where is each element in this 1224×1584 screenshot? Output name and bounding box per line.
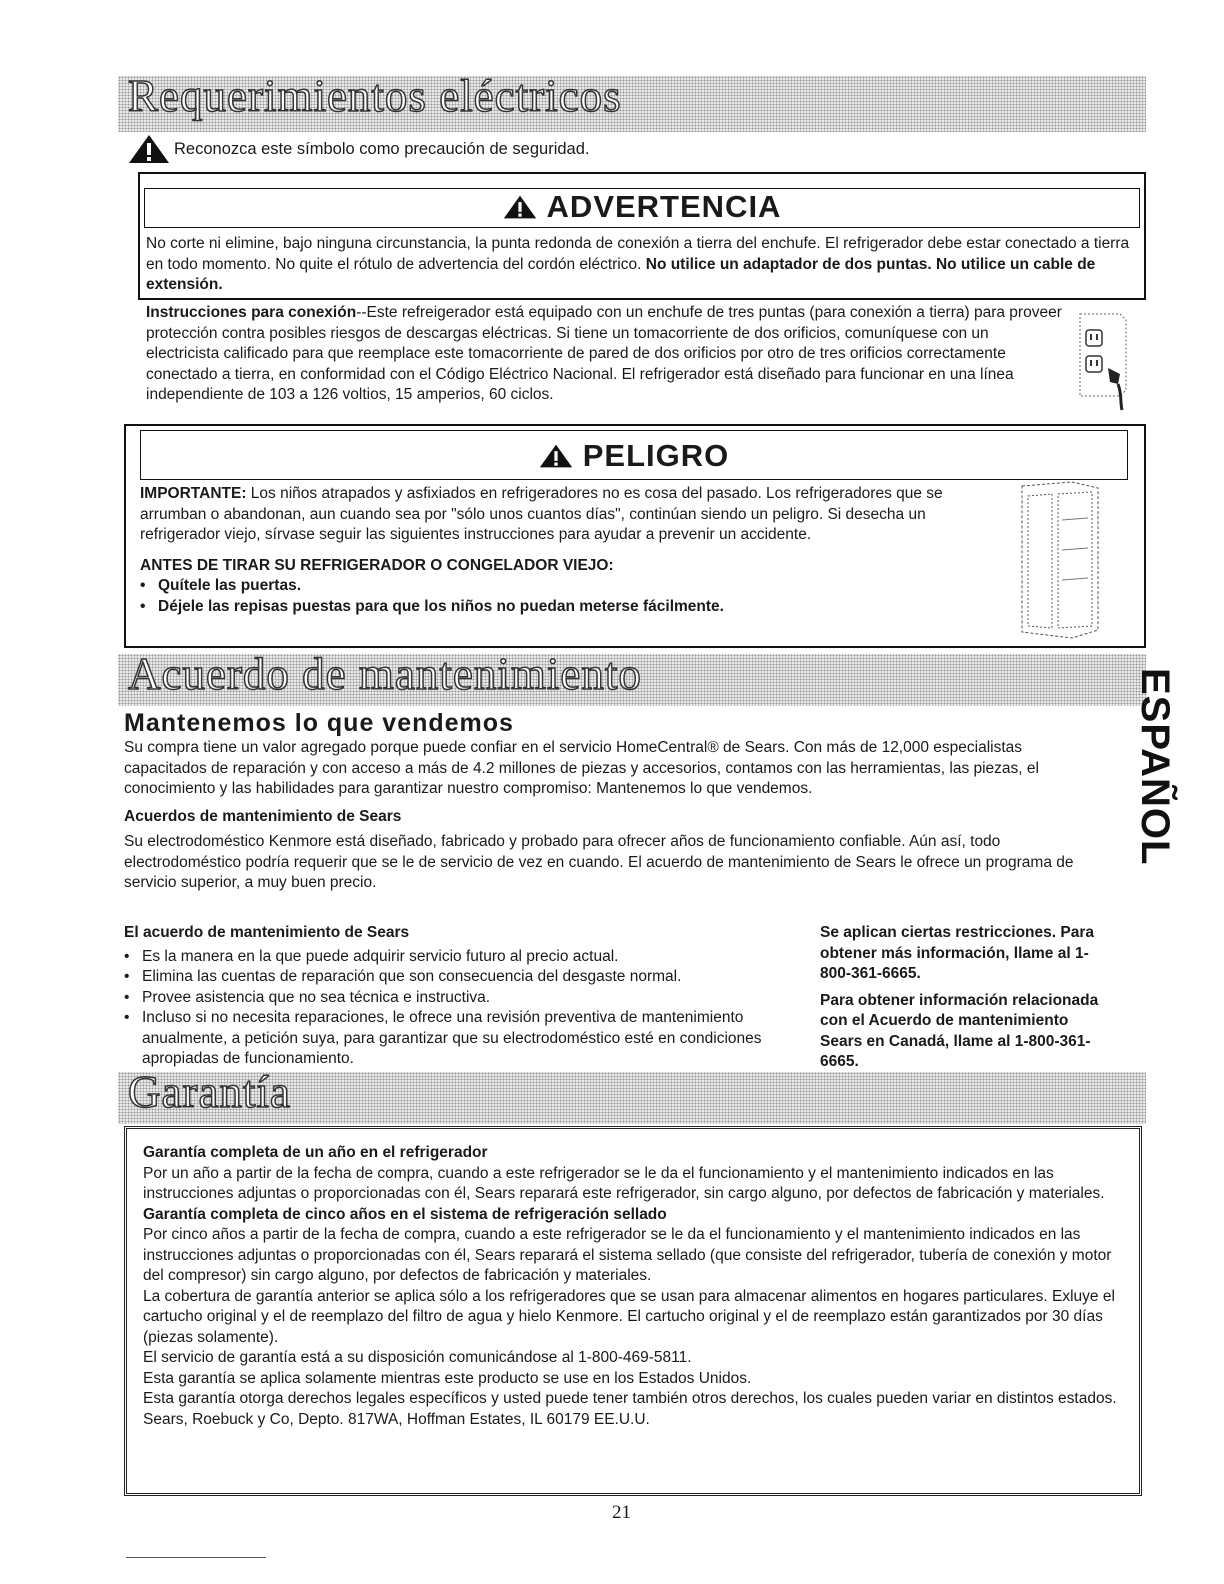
benefits-list bbox=[124, 947, 814, 1070]
warranty-box bbox=[124, 1126, 1142, 1496]
list-item: • Es la manera en la que puede adquirir servicio futuro al precio actual. bbox=[124, 947, 814, 968]
section-banner-electrical bbox=[118, 71, 1146, 132]
warning-header-frame bbox=[144, 188, 1140, 228]
warning-text bbox=[146, 234, 1136, 296]
safety-note bbox=[128, 134, 590, 164]
maintenance-section bbox=[124, 708, 1104, 894]
warning-heading bbox=[145, 187, 1139, 227]
warning-bold: No utilice un adaptador de dos puntas. No utilice un cable de extensión. bbox=[146, 255, 1096, 293]
list-item: • Elimina las cuentas de reparación que son consecuencia del desgaste normal. bbox=[124, 967, 814, 988]
footer-rule bbox=[126, 1557, 266, 1558]
outlet-plug-icon bbox=[1060, 312, 1132, 412]
coverage-text: La cobertura de garantía anterior se aplica sólo a los refrigeradores que se usan para almacenar alimentos en hogares particulares. Exluye el cartucho original y el de reemplazo del filtro de agua y hielo Kenmore. El cartucho original y el de reemplazo están garantizados por 30 días (piezas solamente). bbox=[143, 1287, 1115, 1346]
list-item: • Déjele las repisas puestas para que los niños no puedan meterse fácilmente. bbox=[140, 597, 990, 618]
danger-body bbox=[140, 484, 990, 617]
us-only-text: Esta garantía se aplica solamente mientras este producto se use en los Estados Unidos. bbox=[143, 1369, 752, 1387]
warning-triangle-icon bbox=[539, 442, 573, 470]
contact-info bbox=[820, 923, 1100, 1073]
refrigerator-illustration bbox=[1002, 480, 1102, 640]
important-text: Los niños atrapados y asfixiados en refrigeradores no es cosa del pasado. Los refrigeradores que se arrumban o abandonan, aun cuando sea por "sólo unos cuantos días", continúan siendo un peligro. Si desecha un refrigerador viejo, sírvase seguir las siguientes instrucciones para ayudar a prevenir un accidente. bbox=[140, 485, 943, 543]
canada-text: Para obtener información relacionada con el Acuerdo de mantenimiento Sears en Canadá, llame al 1-800-361-6665. bbox=[820, 991, 1099, 1070]
warranty-body bbox=[143, 1143, 1123, 1430]
before-disposal-heading: ANTES DE TIRAR SU REFRIGERADOR O CONGELADOR VIEJO: bbox=[140, 556, 614, 574]
five-year-text: Por cinco años a partir de la fecha de compra, cuando a este refrigerador se le da el funcionamiento y el mantenimiento indicados en las instrucciones adjuntas o proporcionadas con él, Sears reparará el sistema sellado (que consiste del refrigerador, tubería de conexión y motor del compresor) sin cargo alguno, por defectos de fabricación y materiales. bbox=[143, 1226, 1112, 1284]
warning-body: No corte ni elimine, bajo ninguna circunstancia, la punta redonda de conexión a tierra del enchufe. El refrigerador debe estar conectado a tierra en todo momento. No quite el rótulo de advertencia del cordón eléctrico. bbox=[146, 235, 1130, 273]
maintenance-subtitle: Mantenemos lo que vendemos bbox=[124, 709, 514, 737]
danger-heading bbox=[141, 431, 1127, 481]
agreement-heading: El acuerdo de mantenimiento de Sears bbox=[124, 924, 410, 941]
section-title: Requerimientos eléctricos bbox=[128, 71, 622, 121]
list-item: • Provee asistencia que no sea técnica e instructiva. bbox=[124, 988, 814, 1009]
page-number: 21 bbox=[612, 1502, 631, 1523]
section-title: Acuerdo de mantenimiento bbox=[128, 649, 642, 699]
section-banner-warranty bbox=[118, 1067, 1146, 1124]
service-text: El servicio de garantía está a su disposición comunicándose al 1-800-469-5811. bbox=[143, 1349, 692, 1366]
five-year-heading: Garantía completa de cinco años en el sistema de refrigeración sellado bbox=[143, 1205, 667, 1223]
section-title: Garantía bbox=[128, 1067, 291, 1117]
disposal-list bbox=[140, 576, 990, 617]
connection-label: Instrucciones para conexión bbox=[146, 304, 357, 321]
warning-triangle-icon bbox=[128, 134, 170, 164]
warning-box bbox=[138, 172, 1146, 300]
agreements-text: Su electrodoméstico Kenmore está diseñado, fabricado y probado para ofrecer años de funcionamiento confiable. Aún así, todo electrodoméstico podría requerir que se le de servicio de vez en cuando. El acuerdo de mantenimiento de Sears le ofrece un programa de servicio superior, a muy buen precio. bbox=[124, 833, 1074, 891]
one-year-text: Por un año a partir de la fecha de compra, cuando a este refrigerador se le da el funcionamiento y el mantenimiento indicados en las instrucciones adjuntas o proporcionadas con él, Sears reparará este refrigerador, sin cargo alguno, por defectos de fabricación y materiales. bbox=[143, 1164, 1105, 1202]
list-item: • Quítele las puertas. bbox=[140, 576, 990, 597]
danger-heading-text: PELIGRO bbox=[582, 438, 730, 473]
list-item: • Incluso si no necesita reparaciones, le ofrece una revisión preventiva de mantenimiento anualmente, a petición suya, para garantizar que su electrodoméstico esté en condiciones apropiadas de funcionamiento. bbox=[124, 1008, 814, 1070]
warning-heading-text: ADVERTENCIA bbox=[546, 189, 782, 224]
maintenance-intro: Su compra tiene un valor agregado porque puede confiar en el servicio HomeCentral® de Sears. Con más de 12,000 especialistas capacitados de reparación y con acceso a más de 4.2 millones de piezas y accesorios, contamos con las herramientas, las piezas, el conocimiento y las habilidades para garantizar nuestro compromiso: Mantenemos lo que vendemos. bbox=[124, 739, 1039, 797]
restrictions-text: Se aplican ciertas restricciones. Para obtener más información, llame al 1-800-361-6665. bbox=[820, 924, 1094, 982]
agreement-benefits bbox=[124, 923, 814, 1070]
danger-box bbox=[124, 424, 1146, 648]
connection-instructions bbox=[146, 303, 1064, 406]
warning-triangle-icon bbox=[503, 193, 537, 221]
connection-text: --Este refreigerador está equipado con un enchufe de tres puntas (para conexión a tierra) para proveer protección contra posibles riesgos de descargas eléctricas. Si tiene un tomacorriente de dos orificios, comuníquese con un electricista calificado para que reemplace este tomacorriente de pared de dos orificios por otro de tres orificios correctamente conectado a tierra, en conformidad con el Código Eléctrico Nacional. El refrigerador está diseñado para funcionar en una línea independiente de 103 a 126 voltios, 15 amperios, 60 ciclos. bbox=[146, 304, 1062, 403]
address-text: Sears, Roebuck y Co, Depto. 817WA, Hoffman Estates, IL 60179 EE.U.U. bbox=[143, 1410, 650, 1428]
rights-text: Esta garantía otorga derechos legales específicos y usted puede tener también otros derechos, los cuales pueden variar en distintos estados. bbox=[143, 1390, 1117, 1407]
one-year-heading: Garantía completa de un año en el refrigerador bbox=[143, 1144, 488, 1161]
safety-note-text: Reconozca este símbolo como precaución de seguridad. bbox=[174, 139, 590, 158]
language-side-label: ESPAÑOL bbox=[1133, 668, 1177, 866]
danger-header-frame bbox=[140, 430, 1128, 480]
section-banner-maintenance bbox=[118, 649, 1146, 706]
important-label: IMPORTANTE: bbox=[140, 485, 247, 502]
agreements-heading: Acuerdos de mantenimiento de Sears bbox=[124, 807, 402, 825]
